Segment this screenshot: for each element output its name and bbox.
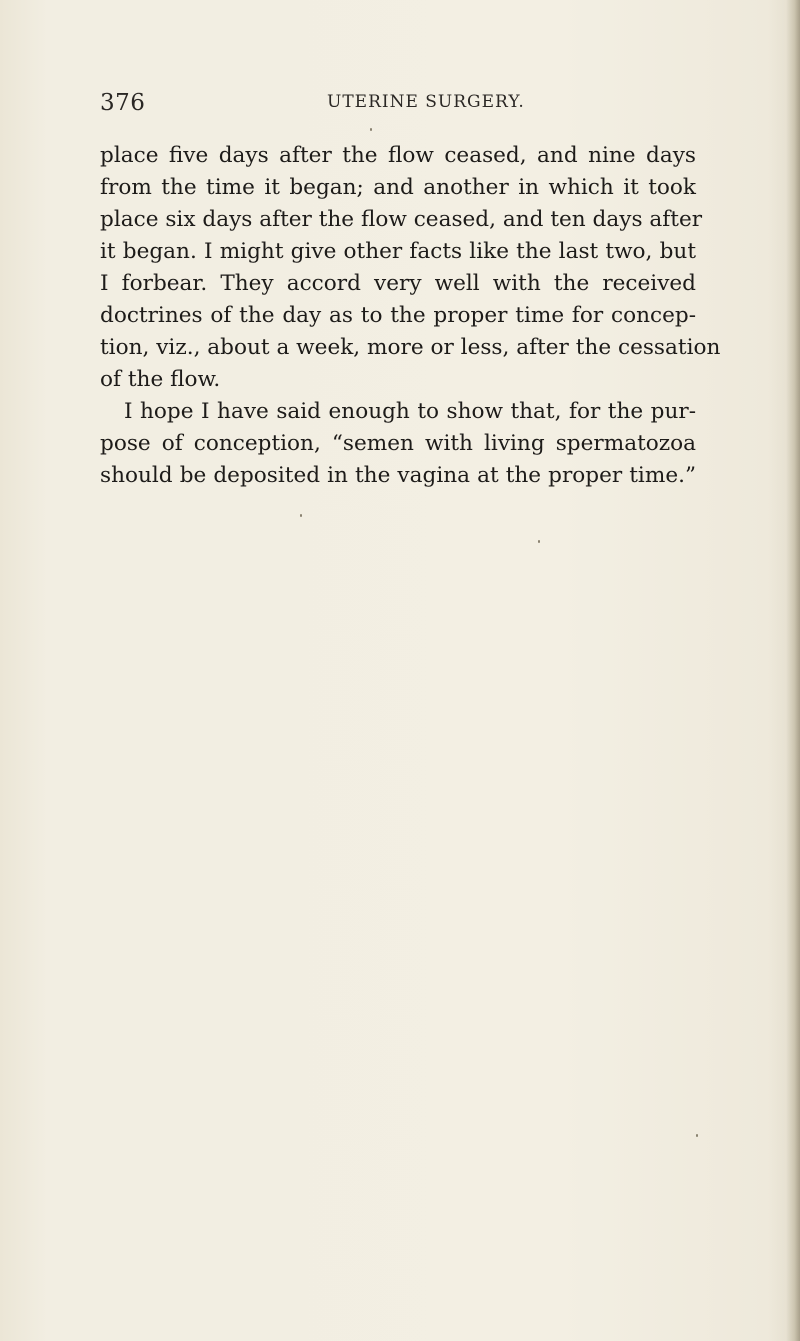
- text-line: doctrines of the day as to the proper time for concep-: [100, 303, 696, 328]
- text-line: of the flow.: [100, 367, 221, 392]
- body-text: [100, 140, 721, 492]
- page-number: 376: [100, 90, 146, 116]
- paper-speck: [300, 514, 302, 517]
- paper-speck: [370, 128, 372, 131]
- text-line: I forbear. They accord very well with the received: [100, 271, 696, 296]
- paper-speck: [538, 540, 540, 543]
- running-title: UTERINE SURGERY.: [327, 92, 525, 112]
- text-line: place six days after the flow ceased, and ten days after: [100, 207, 703, 232]
- text-line: from the time it began; and another in which it took: [100, 175, 696, 200]
- paper-speck: [696, 1134, 698, 1137]
- text-line: should be deposited in the vagina at the proper time.”: [100, 463, 696, 488]
- paragraph-start-line: I hope I have said enough to show that, for the pur-: [124, 399, 696, 424]
- text-line: place five days after the flow ceased, and nine days: [100, 143, 696, 168]
- text-line: pose of conception, “semen with living spermatozoa: [100, 431, 696, 456]
- text-line: it began. I might give other facts like the last two, but: [100, 239, 696, 264]
- running-head: [100, 84, 696, 114]
- page-edge-shadow: [786, 0, 800, 1341]
- text-line: tion, viz., about a week, more or less, after the cessation: [100, 335, 721, 360]
